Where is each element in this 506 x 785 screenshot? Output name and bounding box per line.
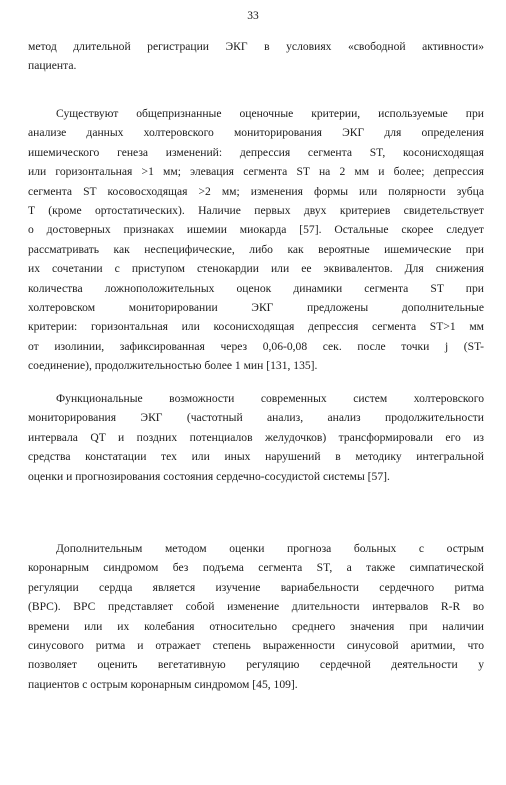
text-line: пациентов с острым коронарным синдромом [45, 109]. <box>28 677 298 691</box>
text-line: синусового ритма и отражает степень выраженности синусовой аритмии, что <box>28 638 484 652</box>
paragraph-hrv <box>28 539 484 694</box>
text-line: ишемического генеза изменений: депрессия сегмента ST, косонисходящая <box>28 145 484 159</box>
paragraph-holter-capabilities <box>28 389 484 486</box>
text-line: анализе данных холтеровского мониторирования ЭКГ для определения <box>28 126 484 140</box>
text-line: Функциональные возможности современных систем холтеровского <box>56 392 484 405</box>
text-line: пациента. <box>28 59 77 73</box>
text-line: позволяет оценить вегетативную регуляцию сердечной деятельности у <box>28 658 484 672</box>
text-line: времени или их колебания относительно среднего значения при наличии <box>28 619 484 633</box>
text-line: сегмента ST косовосходящая >2 мм; изменения формы или полярности зубца <box>28 184 484 198</box>
paragraph-holter-criteria <box>28 104 484 375</box>
text-line: оценки и прогнозирования состояния сердечно-сосудистой системы [57]. <box>28 469 390 483</box>
text-line: мониторирования ЭКГ (частотный анализ, анализ продолжительности <box>28 411 484 425</box>
text-line: метод длительной регистрации ЭКГ в условиях «свободной активности» <box>28 40 484 53</box>
text-line: рассматривать как неспецифические, либо как вероятные ишемические при <box>28 242 484 256</box>
page-number: 33 <box>247 10 259 22</box>
text-line: T (кроме ортостатических). Наличие первых двух критериев свидетельствует <box>28 203 484 217</box>
text-line: соединение), продолжительностью более 1 мин [131, 135]. <box>28 359 318 373</box>
text-line: от изолинии, зафиксированная через 0,06-0,08 сек. после точки j (ST- <box>28 339 484 353</box>
text-line: критерии: горизонтальная или косонисходящая депрессия сегмента ST>1 мм <box>28 320 484 334</box>
text-line: о достоверных признаках ишемии миокарда [57]. Остальные скорее следует <box>28 223 484 237</box>
text-line: Существуют общепризнанные оценочные критерии, используемые при <box>56 107 484 120</box>
text-line: холтеровском мониторировании ЭКГ предложены дополнительные <box>28 300 484 314</box>
text-line: регуляции сердца является изучение вариабельности сердечного ритма <box>28 580 484 594</box>
text-line: количества ложноположительных оценок динамики сегмента ST при <box>28 281 484 295</box>
paragraph-continuation <box>28 37 484 76</box>
text-line: средства констатации тех или иных нарушений в методику интегральной <box>28 450 484 464</box>
text-line: или горизонтальная >1 мм; элевация сегмента ST на 2 мм и более; депрессия <box>28 165 484 179</box>
text-line: их сочетании с приступом стенокардии или ее эквивалентов. Для снижения <box>28 262 484 276</box>
text-line: (ВРС). ВРС представляет собой изменение длительности интервалов R-R во <box>28 600 484 614</box>
text-line: интервала QT и поздних потенциалов желудочков) трансформировали его из <box>28 430 484 444</box>
text-line: Дополнительным методом оценки прогноза больных с острым <box>56 542 484 555</box>
text-line: коронарным синдромом без подъема сегмента ST, а также симпатической <box>28 561 484 575</box>
